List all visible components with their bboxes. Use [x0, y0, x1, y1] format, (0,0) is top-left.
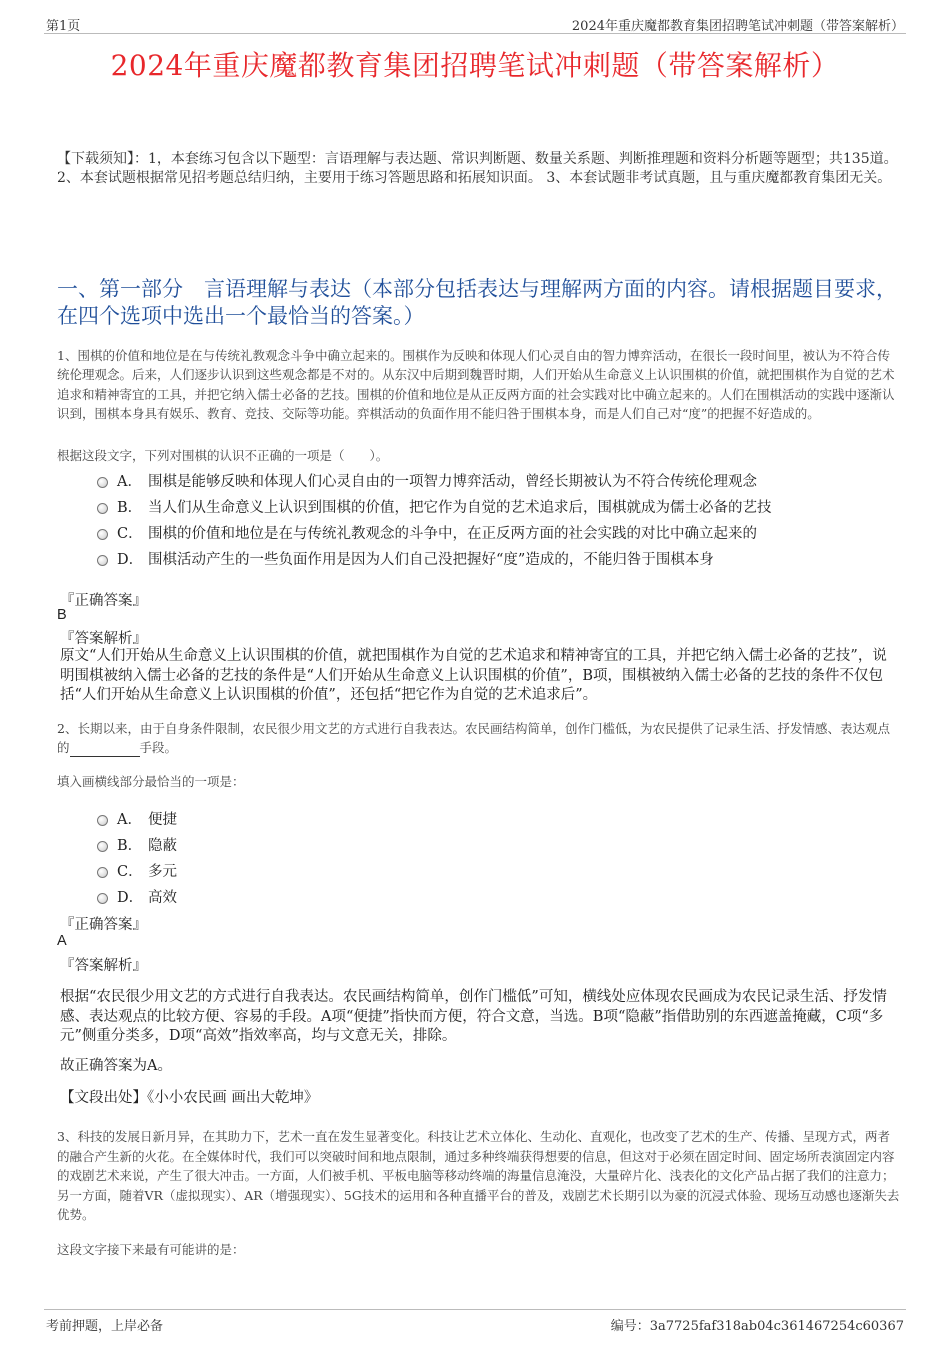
question-1-stem: 1、围棋的价值和地位是在与传统礼教观念斗争中确立起来的。围棋作为反映和体现人们心灵自由的智力博弈活动，在很长一段时间里，被认为不符合传统伦理观念。后来，人们逐步认识到这些观念都是不对的。从东汉中后期到魏晋时期，人们开始从生命意义上认识围棋的价值，就把围棋作为自觉的艺术追求和精神寄宜的工具，并把它纳入儒士必备的艺技。围棋的价值和地位是从正反两方面的社会实践对比中确立起来的。人们在围棋活动的实践中逐渐认识到，围棋本身具有娱乐、教育、竞技、交际等功能。弈棋活动的负面作用不能归咎于围棋本身，而是人们自己对“度”的把握不好造成的。 [57, 348, 895, 421]
radio-icon[interactable] [97, 893, 108, 904]
footer-divider [44, 1309, 906, 1310]
question-2-source: 【文段出处】《小小农民画 画出大乾坤》 [60, 1090, 319, 1106]
option-label: A． [117, 474, 142, 490]
question-2-option-a[interactable] [97, 808, 177, 829]
option-text: 围棋的价值和地位是在与传统礼教观念的斗争中，在正反两方面的社会实践的对比中确立起来的 [148, 526, 757, 542]
option-text: 多元 [148, 864, 177, 880]
option-label: C． [117, 864, 143, 880]
page-number: 第1页 [46, 19, 81, 34]
question-2-answer: A [57, 933, 67, 949]
radio-icon[interactable] [97, 477, 108, 488]
question-2-analysis-label: 『答案解析』 [60, 958, 147, 974]
question-1-option-a[interactable] [97, 470, 757, 491]
option-label: C． [117, 526, 143, 542]
option-text: 高效 [148, 890, 177, 906]
question-1-analysis-label: 『答案解析』 [60, 631, 147, 647]
question-2-conclusion: 故正确答案为A。 [60, 1058, 172, 1074]
header-divider [44, 33, 906, 34]
question-1-option-d[interactable] [97, 548, 714, 569]
question-2-stem-tail: 手段。 [139, 740, 178, 755]
question-1-prompt: 根据这段文字，下列对围棋的认识不正确的一项是（ ）。 [57, 448, 389, 463]
option-label: D． [117, 552, 144, 568]
footer-slogan: 考前押题，上岸必备 [46, 1319, 164, 1334]
question-3-stem: 3、科技的发展日新月异，在其助力下，艺术一直在发生显著变化。科技让艺术立体化、生动化、直观化，也改变了艺术的生产、传播、呈现方式，两者的融合产生新的火花。在全媒体时代，我们可以突破时间和地点限制，通过多种终端获得想要的信息，但这对于必须在固定时间、固定场所表演固定内容的戏剧艺术来说，产生了很大冲击。一方面，人们被手机、平板电脑等移动终端的海量信息淹没，大量碎片化、浅表化的文化产品占据了我们的注意力；另一方面，随着VR（虚拟现实）、AR（增强现实）、5G技术的运用和各种直播平台的普及，戏剧艺术长期引以为豪的沉浸式体验、现场互动感也逐渐失去优势。 [57, 1129, 900, 1222]
question-2-option-d[interactable] [97, 886, 177, 907]
radio-icon[interactable] [97, 841, 108, 852]
option-label: D． [117, 890, 144, 906]
radio-icon[interactable] [97, 503, 108, 514]
radio-icon[interactable] [97, 867, 108, 878]
fill-in-blank [70, 742, 140, 757]
option-label: A． [117, 812, 142, 828]
question-2-analysis: 根据“农民很少用文艺的方式进行自我表达。农民画结构简单，创作门槛低”可知，横线处应体现农民画成为农民记录生活、抒发情感、表达观点的比较方便、容易的手段。A项“便捷”指快而方便，符合文意，当选。B项“隐蔽”指借助别的东西遮盖掩藏，C项“多元”侧重分类多，D项“高效”指效率高，均与文意无关，排除。 [60, 989, 887, 1044]
option-text: 当人们从生命意义上认识到围棋的价值，把它作为自觉的艺术追求后，围棋就成为儒士必备的艺技 [148, 500, 772, 516]
question-1-option-b[interactable] [97, 496, 772, 517]
question-2-option-c[interactable] [97, 860, 177, 881]
section-heading: 一、第一部分 言语理解与表达（本部分包括表达与理解两方面的内容。请根据题目要求，在四个选项中选出一个最恰当的答案。） [57, 277, 897, 328]
radio-icon[interactable] [97, 815, 108, 826]
question-2-stem [57, 719, 902, 757]
question-1-answer: B [57, 607, 67, 623]
radio-icon[interactable] [97, 555, 108, 566]
question-2-answer-label: 『正确答案』 [60, 917, 147, 933]
footer-code: 编号：3a7725faf318ab04c361467254c60367 [610, 1319, 904, 1334]
question-2-stem-text: 2、长期以来，由于自身条件限制，农民很少用文艺的方式进行自我表达。农民画结构简单，创作门槛低，为农民提供了记录生活、抒发情感、表达观点的 [57, 721, 890, 755]
question-1-answer-label: 『正确答案』 [60, 593, 147, 609]
download-notice: 【下载须知】：1，本套练习包含以下题型：言语理解与表达题、常识判断题、数量关系题、判断推理题和资料分析题等题型；共135道。 2、本套试题根据常见招考题总结归纳，主要用于练习答题思路和拓展知识面。 3、本套试题非考试真题，且与重庆魔都教育集团无关。 [57, 151, 898, 186]
question-2-option-b[interactable] [97, 834, 177, 855]
option-text: 围棋是能够反映和体现人们心灵自由的一项智力博弈活动，曾经长期被认为不符合传统伦理观念 [148, 474, 757, 490]
option-text: 隐蔽 [148, 838, 177, 854]
question-1-option-c[interactable] [97, 522, 757, 543]
question-1-analysis: 原文“人们开始从生命意义上认识围棋的价值，就把围棋作为自觉的艺术追求和精神寄宜的工具，并把它纳入儒士必备的艺技”，说明围棋被纳入儒士必备的艺技的条件是“人们开始从生命意义上认识围棋的价值”，B项，围棋被纳入儒士必备的艺技的条件不仅包括“人们开始从生命意义上认识围棋的价值”，还包括“把它作为自觉的艺术追求后”。 [60, 648, 887, 703]
page-title: 2024年重庆魔都教育集团招聘笔试冲刺题（带答案解析） [110, 49, 840, 82]
option-text: 便捷 [148, 812, 177, 828]
radio-icon[interactable] [97, 529, 108, 540]
header-doc-title: 2024年重庆魔都教育集团招聘笔试冲刺题（带答案解析） [571, 19, 904, 34]
option-label: B． [117, 838, 143, 854]
question-2-prompt: 填入画横线部分最恰当的一项是： [57, 774, 245, 789]
question-3-prompt: 这段文字接下来最有可能讲的是： [57, 1242, 245, 1257]
option-text: 围棋活动产生的一些负面作用是因为人们自己没把握好“度”造成的，不能归咎于围棋本身 [148, 552, 714, 568]
option-label: B． [117, 500, 143, 516]
